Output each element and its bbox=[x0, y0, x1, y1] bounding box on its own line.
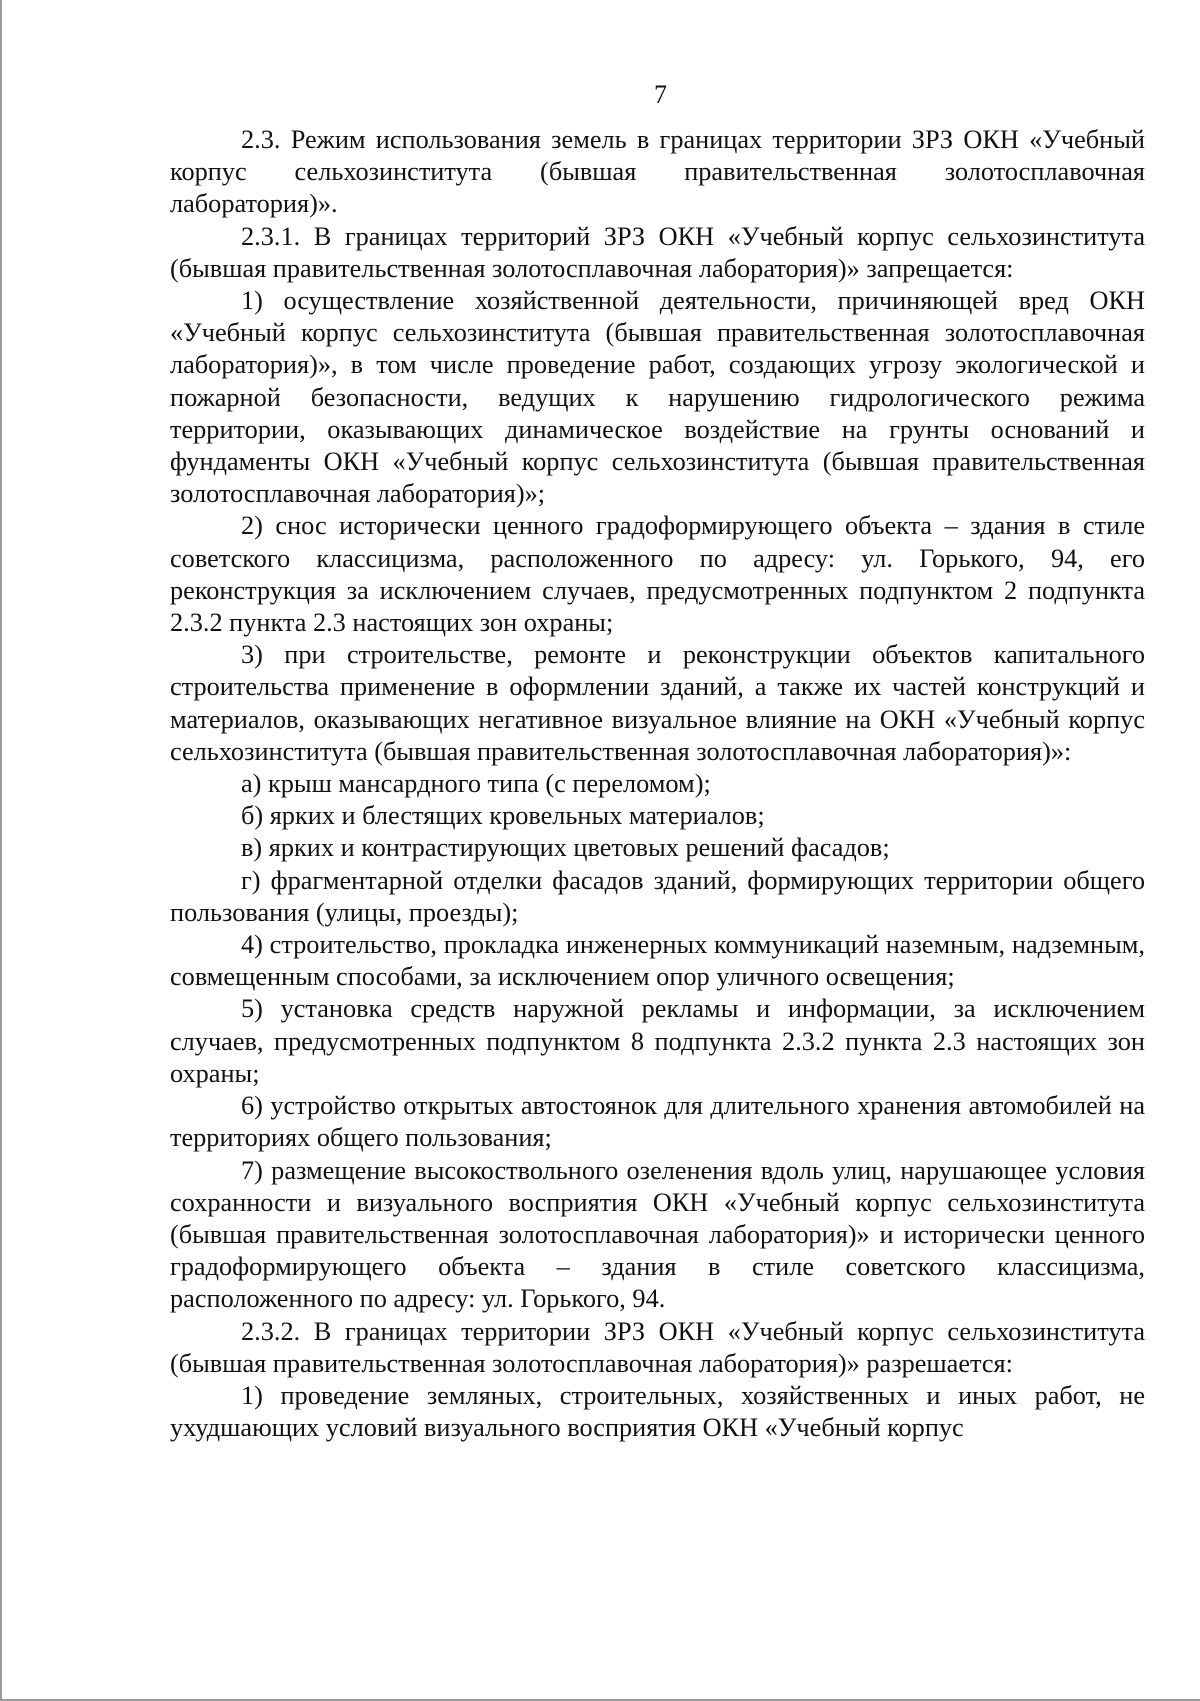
paragraph-2-3-1: 2.3.1. В границах территорий ЗРЗ ОКН «Учебный корпус сельхозинститута (бывшая правительственная золотосплавочная лаборатория)» запрещается: bbox=[170, 221, 1145, 283]
list-item-6: 6) устройство открытых автостоянок для длительного хранения автомобилей на территориях общего пользования; bbox=[170, 1091, 1145, 1153]
list-item-7: 7) размещение высокоствольного озеленения вдоль улиц, нарушающее условия сохранности и визуального восприятия ОКН «Учебный корпус сельхозинститута (бывшая правительственная золотосплавочная лаборатория)» и исторически ценного градоформирующего объекта – здания в стиле советского классицизма, расположенного по адресу: ул. Горького, 94. bbox=[170, 1155, 1145, 1314]
allowed-item-1: 1) проведение земляных, строительных, хозяйственных и иных работ, не ухудшающих условий визуального восприятия ОКН «Учебный корпус bbox=[170, 1380, 1145, 1443]
list-item-4: 4) строительство, прокладка инженерных коммуникаций наземным, надземным, совмещенным способами, за исключением опор уличного освещения; bbox=[170, 930, 1145, 992]
document-body bbox=[170, 124, 1145, 1444]
paragraph-2-3: 2.3. Режим использования земель в границах территории ЗРЗ ОКН «Учебный корпус сельхозинститута (бывшая правительственная золотосплавочная лаборатория)». bbox=[170, 125, 1145, 219]
list-item-5: 5) установка средств наружной рекламы и информации, за исключением случаев, предусмотренных подпунктом 8 подпункта 2.3.2 пункта 2.3 настоящих зон охраны; bbox=[170, 994, 1145, 1088]
paragraph-2-3-2: 2.3.2. В границах территории ЗРЗ ОКН «Учебный корпус сельхозинститута (бывшая правительственная золотосплавочная лаборатория)» разрешается: bbox=[170, 1316, 1145, 1378]
page-number: 7 bbox=[654, 80, 667, 109]
list-item-1: 1) осуществление хозяйственной деятельности, причиняющей вред ОКН «Учебный корпус сельхозинститута (бывшая правительственная золотосплавочная лаборатория)», в том числе проведение работ, создающих угрозу экологической и пожарной безопасности, ведущих к нарушению гидрологического режима территории, оказывающих динамическое воздействие на грунты оснований и фундаменты ОКН «Учебный корпус сельхозинститута (бывшая правительственная золотосплавочная лаборатория)»; bbox=[170, 286, 1145, 509]
list-item-3: 3) при строительстве, ремонте и реконструкции объектов капитального строительства применение в оформлении зданий, а также их частей конструкций и материалов, оказывающих негативное визуальное влияние на ОКН «Учебный корпус сельхозинститута (бывшая правительственная золотосплавочная лаборатория)»: bbox=[170, 640, 1145, 766]
sub-item-a: а) крыш мансардного типа (с переломом); bbox=[241, 769, 711, 799]
sub-item-b: б) ярких и блестящих кровельных материалов; bbox=[241, 801, 765, 831]
sub-item-g: г) фрагментарной отделки фасадов зданий, формирующих территории общего пользования (улицы, проезды); bbox=[170, 865, 1145, 927]
sub-item-v: в) ярких и контрастирующих цветовых решений фасадов; bbox=[241, 833, 890, 863]
list-item-2: 2) снос исторически ценного градоформирующего объекта – здания в стиле советского классицизма, расположенного по адресу: ул. Горького, 94, его реконструкция за исключением случаев, предусмотренных подпунктом 2 подпункта 2.3.2 пункта 2.3 настоящих зон охраны; bbox=[170, 511, 1145, 638]
